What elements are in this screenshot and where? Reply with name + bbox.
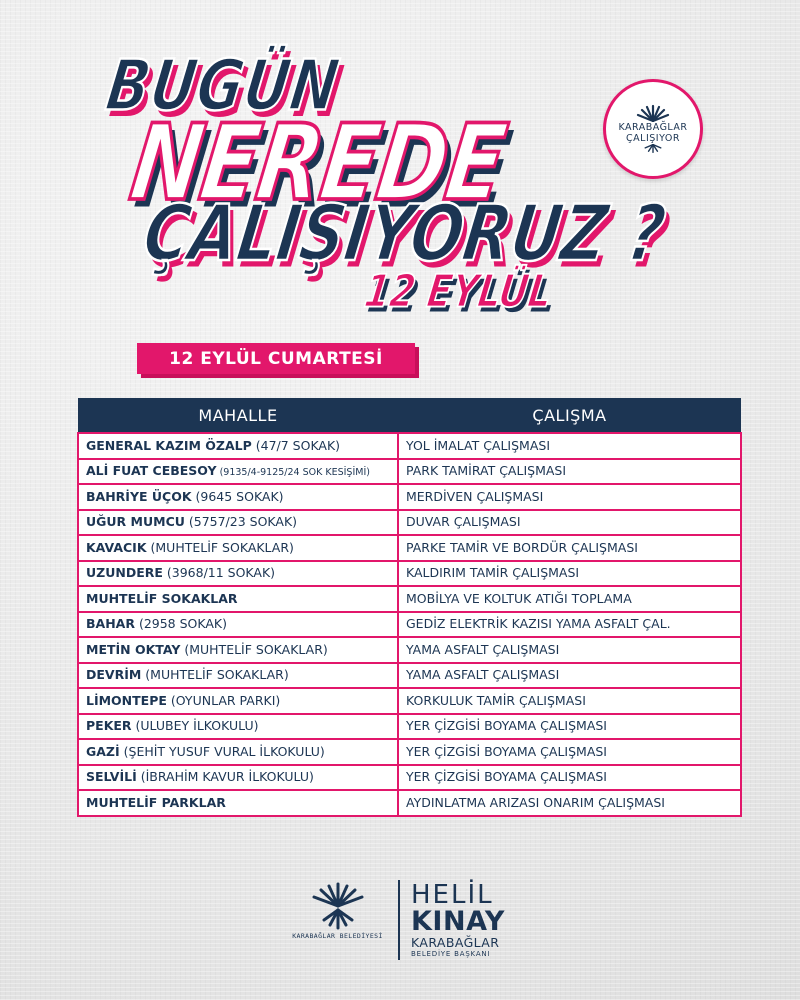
headline-line-1: BUGÜN xyxy=(101,45,345,127)
mahalle-location: (5757/23 SOKAK) xyxy=(184,514,298,529)
mahalle-cell xyxy=(78,535,398,561)
headline-line-3: ÇALIŞIYORUZ ? xyxy=(138,187,671,279)
mahalle-name: BAHAR xyxy=(86,616,135,631)
mahalle-cell xyxy=(78,688,398,714)
mahalle-location: (3968/11 SOKAK) xyxy=(162,565,276,580)
table-row xyxy=(78,663,741,689)
mahalle-location: (ULUBEY İLKOKULU) xyxy=(131,718,259,733)
mahalle-cell xyxy=(78,433,398,459)
calisma-cell: GEDİZ ELEKTRİK KAZISI YAMA ASFALT ÇAL. xyxy=(398,612,741,638)
mayor-first-name: HELİL xyxy=(411,880,494,910)
mahalle-location: (2958 SOKAK) xyxy=(134,616,227,631)
mahalle-location: (47/7 SOKAK) xyxy=(251,437,341,453)
header-calisma: ÇALIŞMA xyxy=(398,398,741,433)
mahalle-location: (MUHTELİF SOKAKLAR) xyxy=(141,667,289,682)
mahalle-name: BAHRİYE ÜÇOK xyxy=(86,488,192,504)
table-row xyxy=(78,510,741,536)
calisma-cell: YOL İMALAT ÇALIŞMASI xyxy=(398,433,741,459)
mahalle-cell xyxy=(78,586,398,612)
mahalle-name: PEKER xyxy=(86,718,132,733)
table-row xyxy=(78,433,741,459)
mahalle-cell xyxy=(78,663,398,689)
table-row xyxy=(78,637,741,663)
mahalle-name: METİN OKTAY xyxy=(86,641,181,657)
mahalle-location: (9135/4-9125/24 SOK KESİŞİMİ) xyxy=(216,467,370,478)
mahalle-name: DEVRİM xyxy=(86,667,142,682)
mahalle-cell xyxy=(78,790,398,816)
table-row xyxy=(78,484,741,510)
calisma-cell: KORKULUK TAMİR ÇALIŞMASI xyxy=(398,688,741,714)
mahalle-location: (MUHTELİF SOKAKLAR) xyxy=(146,539,294,555)
karabaglar-fan-icon xyxy=(636,104,670,122)
mayor-title-line-2: BELEDİYE BAŞKANI xyxy=(411,949,491,958)
table-row xyxy=(78,561,741,587)
table-row xyxy=(78,612,741,638)
calisma-cell: YAMA ASFALT ÇALIŞMASI xyxy=(398,663,741,689)
mahalle-cell xyxy=(78,714,398,740)
mahalle-cell xyxy=(78,739,398,765)
header-mahalle: MAHALLE xyxy=(78,398,398,433)
table-row xyxy=(78,739,741,765)
headline-line-2: NEREDE xyxy=(124,101,513,224)
karabaglar-belediyesi-logo-icon xyxy=(304,880,372,932)
mahalle-location: (9645 SOKAK) xyxy=(191,488,284,504)
schedule-table xyxy=(77,398,742,817)
mahalle-name: ALİ FUAT CEBESOY xyxy=(86,463,217,478)
table-row xyxy=(78,765,741,791)
table-row xyxy=(78,586,741,612)
table-row xyxy=(78,688,741,714)
table-row xyxy=(78,459,741,485)
schedule-body xyxy=(78,433,741,816)
mahalle-name: MUHTELİF PARKLAR xyxy=(86,794,226,810)
table-row xyxy=(78,790,741,816)
mayor-last-name: KINAY xyxy=(411,906,505,937)
mahalle-location: (MUHTELİF SOKAKLAR) xyxy=(180,641,328,657)
mahalle-name: KAVACIK xyxy=(86,539,147,555)
calisma-cell: KALDIRIM TAMİR ÇALIŞMASI xyxy=(398,561,741,587)
mahalle-name: MUHTELİF SOKAKLAR xyxy=(86,590,238,606)
calisma-cell: PARK TAMİRAT ÇALIŞMASI xyxy=(398,459,741,485)
table-header-row xyxy=(78,398,741,433)
footer-divider xyxy=(398,880,400,960)
karabaglar-calisiyor-badge xyxy=(603,79,703,179)
mahalle-location: (OYUNLAR PARKI) xyxy=(166,692,281,708)
calisma-cell: PARKE TAMİR VE BORDÜR ÇALIŞMASI xyxy=(398,535,741,561)
calisma-cell: YAMA ASFALT ÇALIŞMASI xyxy=(398,637,741,663)
badge-line-1: KARABAĞLAR xyxy=(618,121,688,133)
mayor-title-line-1: KARABAĞLAR xyxy=(411,935,500,950)
mahalle-location: (ŞEHİT YUSUF VURAL İLKOKULU) xyxy=(119,743,325,759)
calisma-cell: YER ÇİZGİSİ BOYAMA ÇALIŞMASI xyxy=(398,714,741,740)
mahalle-name: UZUNDERE xyxy=(86,565,163,580)
calisma-cell: YER ÇİZGİSİ BOYAMA ÇALIŞMASI xyxy=(398,765,741,791)
table-row xyxy=(78,714,741,740)
mahalle-name: LİMONTEPE xyxy=(86,692,167,708)
mahalle-name: UĞUR MUMCU xyxy=(86,514,185,529)
mahalle-cell xyxy=(78,459,398,485)
calisma-cell: MOBİLYA VE KOLTUK ATIĞI TOPLAMA xyxy=(398,586,741,612)
footer-org-name: KARABAĞLAR BELEDİYESİ xyxy=(292,932,383,940)
mahalle-cell xyxy=(78,484,398,510)
calisma-cell: YER ÇİZGİSİ BOYAMA ÇALIŞMASI xyxy=(398,739,741,765)
calisma-cell: DUVAR ÇALIŞMASI xyxy=(398,510,741,536)
badge-line-2: ÇALIŞIYOR xyxy=(626,133,680,144)
headline-date: 12 EYLÜL xyxy=(361,266,555,318)
calisma-cell: AYDINLATMA ARIZASI ONARIM ÇALIŞMASI xyxy=(398,790,741,816)
mahalle-cell xyxy=(78,510,398,536)
karabaglar-fan-icon-small xyxy=(642,144,664,154)
mahalle-name: SELVİLİ xyxy=(86,769,137,784)
mahalle-name: GAZİ xyxy=(86,743,120,759)
date-banner: 12 EYLÜL CUMARTESİ xyxy=(137,343,415,374)
mahalle-cell xyxy=(78,561,398,587)
mahalle-location: (İBRAHİM KAVUR İLKOKULU) xyxy=(136,769,314,784)
mahalle-name: GENERAL KAZIM ÖZALP xyxy=(86,437,252,453)
calisma-cell: MERDİVEN ÇALIŞMASI xyxy=(398,484,741,510)
mayor-signature xyxy=(411,882,505,958)
footer xyxy=(285,872,545,967)
mahalle-cell xyxy=(78,765,398,791)
footer-logo xyxy=(285,880,390,940)
mahalle-cell xyxy=(78,612,398,638)
table-row xyxy=(78,535,741,561)
mahalle-cell xyxy=(78,637,398,663)
